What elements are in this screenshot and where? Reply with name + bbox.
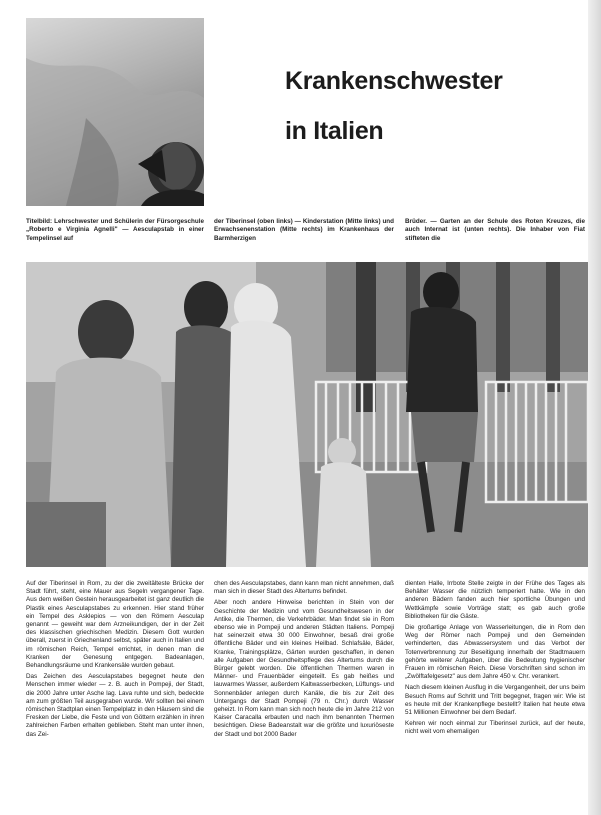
body-col3-paragraph-4: Kehren wir noch einmal zur Tiberinsel zurück, auf der heute, nicht weit vom ehemaligen bbox=[405, 720, 585, 736]
ward-photo bbox=[26, 262, 588, 567]
caption-col1: Titelbild: Lehrschwester und Schülerin der Fürsorgeschule „Roberto e Virginia Agnelli" — Aesculapstab in einer Tempelinsel auf bbox=[26, 218, 204, 242]
title-photo-image bbox=[26, 18, 204, 206]
body-column-3 bbox=[405, 580, 585, 815]
ward-photo-image bbox=[26, 262, 588, 567]
caption-col3: Brüder. — Garten an der Schule des Roten Kreuzes, die auch Internat ist (unten rechts). Die Inhaber von Fiat stifteten die bbox=[405, 218, 585, 242]
body-col3-paragraph-3: Nach diesem kleinen Ausflug in die Vergangenheit, der uns beim Besuch Roms auf Schritt und Tritt begegnet, fragen wir: Wie ist es heute mit der Krankenpflege bestellt? Italien hat heute etwa 51 Millionen Einwohner bei dem Bedarf. bbox=[405, 684, 585, 717]
body-column-1 bbox=[26, 580, 204, 815]
body-col2-paragraph-2: Aber noch andere Hinweise berichten in Stein von der Geschichte der Medizin und vom Gesundheitswesen in der Antike, die Thermen, die Verkehrbäder. Man findet sie in Rom ebenso wie in Pompeji und anderen Städten Italiens. Pompeji hat seinerzeit etwa 30 000 Einwohner, besaß drei große öffentliche Bäder und ein kleines Heilbad. Schlafsäle, Bäder, Kranke, Trainingsplätze, Gärten wurden geschaffen, in denen alle Aufgaben der Gesundheitspflege des Altertums durch die Bürger gelebt worden. Die öffentlichen Thermen waren in Männer- und Frauenbäder eingeteilt. Es gab heißes und lauwarmes Wasser, außerdem Kaltwasserbecken, Lüftungs- und Sonnenbäder anlegen durch Kanäle, die bis zur Zeit des Untergangs der Stadt Pompeji (79 n. Chr.) durch Wasser geheizt. In Rom kann man sich noch heute die im Jahre 212 von Kaiser Caracalla erbauten und nach ihm benannten Thermen besichtigen. Diese Badeanstalt war die größte und luxuriöseste der Stadt und bot 2000 Bader bbox=[214, 599, 394, 738]
article-title-line2: in Italien bbox=[285, 117, 384, 145]
body-col1-paragraph-1: Auf der Tiberinsel in Rom, zu der die zweitälteste Brücke der Stadt führt, steht, eine Mauer aus Segeln vergangener Tage. Aus dem weißen Gestein herausgearbeitet ist ganz deutlich die Plastik eines Aesculapstabes zu erkennen. Hier stand früher ein Tempel des Asklepios — von den Römern Aesculap genannt — geweiht war dem Arzneikundigen, der in der Zeit des klassischen griechischen Medizin. Diesem Gott wurden überall, zuerst in Griechenland selbst, später auch in Italien und im römischen Reich, Tempel errichtet, in denen man die Kranken der Genesung entgegen. Badeanlagen, Behandlungsräume und Krankensäle wurden gebaut. bbox=[26, 580, 204, 670]
body-col3-paragraph-1: dienten Halle, Irrbote Stelle zeigte in der Frühe des Tages als Behälter Wasser die nützlich temperiert hatte. Wie in den anderen Bädern fanden auch hier sportliche Übungen und Wettkämpfe sowie Vorträge statt; es gab auch große Bibliotheken für die Gäste. bbox=[405, 580, 585, 620]
body-col2-paragraph-1: chen des Aesculapstabes, dann kann man nicht annehmen, daß man sich in dieser Stadt des Altertums befindet. bbox=[214, 580, 394, 596]
caption-col2: der Tiberinsel (oben links) — Kinderstation (Mitte links) und Erwachsenenstation (Mitte rechts) im Krankenhaus der Barmherzigen bbox=[214, 218, 394, 242]
page-gutter-edge bbox=[588, 0, 601, 815]
body-column-2 bbox=[214, 580, 394, 815]
body-col3-paragraph-2: Die großartige Anlage von Wasserleitungen, die in Rom den Weg der Römer nach Pompeji und den Gemeinden verhinderten, das Abwassersystem und das Verbot der Totenverbrennung zur Beseitigung innerhalb der Stadtmauern gehörte weiterer Aufgaben, über die Bedeutung hygienischer Frauen im römischen Reich. Diese Vorschriften sind schon im „Zwölftafelgesetz" aus dem Jahre 450 v. Chr. verankert. bbox=[405, 624, 585, 681]
article-title-line1: Krankenschwester bbox=[285, 67, 503, 95]
title-photo bbox=[26, 18, 204, 206]
body-col1-paragraph-2: Das Zeichen des Aesculapstabes begegnet heute den Menschen immer wieder — z. B. auch in Pompeji, der Stadt, die 2000 Jahre unter Asche lag. Lava ruhte und sich, bedeckte am zum größten Teil ausgegraben wurde. Wir sollten bei einem römischen Stadtplan einen Tempelplatz in den Häusern sind die Fresken der Liebe, die Feste und von Göttern erzählen in ihren zahlreichen Farben erhalten geblieben. Steht man unter ihnen, das Zei- bbox=[26, 673, 204, 738]
